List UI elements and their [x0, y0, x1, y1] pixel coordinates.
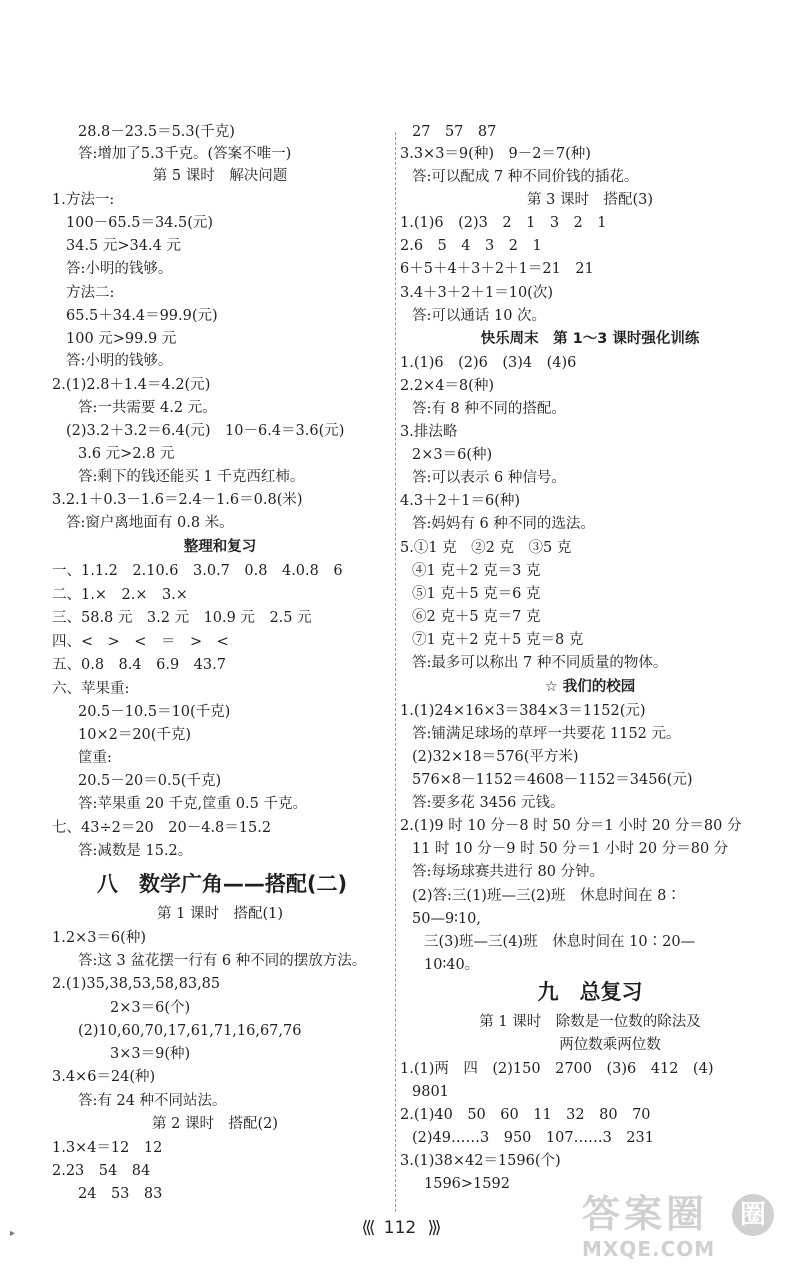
answer-line: 二、1.× 2.× 3.×	[52, 587, 188, 603]
answer-line: 2.2×4＝8(种)	[400, 378, 494, 394]
answer-line: 11 时 10 分－9 时 50 分＝1 小时 20 分＝80 分	[412, 841, 729, 857]
answer-line: 5.①1 克 ②2 克 ③5 克	[400, 540, 572, 556]
answer-line: ④1 克＋2 克＝3 克	[412, 563, 541, 579]
answer-line: 1.(1)6 (2)3 2 1 3 2 1	[400, 215, 607, 231]
answer-line: 100－65.5＝34.5(元)	[66, 215, 214, 231]
answer-line: 34.5 元>34.4 元	[66, 238, 181, 254]
answer-line: 576×8－1152＝4608－1152＝3456(元)	[412, 772, 693, 788]
answer-line: 20.5－20＝0.5(千克)	[78, 773, 222, 789]
answer-line: 10∶40。	[424, 957, 480, 973]
answer-line: 4.3＋2＋1＝6(种)	[400, 493, 521, 509]
page-number-left-ornament: ⟨⟨⟨	[361, 1218, 373, 1238]
answer-line: 答:要多花 3456 元钱。	[412, 795, 565, 811]
answer-line: 3.6 元>2.8 元	[78, 446, 175, 462]
answer-line: 24 53 83	[78, 1186, 163, 1202]
answer-line: (2)3.2＋3.2＝6.4(元) 10－6.4＝3.6(元)	[66, 423, 345, 439]
answer-line: 28.8－23.5＝5.3(千克)	[78, 124, 235, 140]
answer-line: (2)10,60,70,17,61,71,16,67,76	[78, 1023, 302, 1039]
answer-line: 三、58.8 元 3.2 元 10.9 元 2.5 元	[52, 610, 312, 626]
answer-line: (2)答:三(1)班—三(2)班 休息时间在 8∶	[412, 888, 681, 904]
answer-line: 2.(1)35,38,53,58,83,85	[52, 976, 221, 992]
answer-line: 答:可以通话 10 次。	[412, 308, 547, 324]
section-heading: 第 2 课时 搭配(2)	[152, 1116, 278, 1132]
answer-line: 2.(1)9 时 10 分－8 时 50 分＝1 小时 20 分＝80 分	[400, 818, 742, 834]
answer-line: 3.4×6＝24(种)	[52, 1069, 156, 1085]
answer-line: 2×3＝6(种)	[412, 447, 493, 463]
section-heading: 第 1 课时 除数是一位数的除法及	[479, 1014, 701, 1030]
answer-line: 六、苹果重:	[52, 681, 130, 697]
answer-line: 筐重:	[78, 750, 112, 766]
watermark	[582, 1192, 792, 1274]
section-heading: ☆ 我们的校园	[544, 679, 636, 695]
answer-line: 3.(1)38×42＝1596(个)	[400, 1153, 561, 1169]
page-number-right-ornament: ⟩⟩⟩	[427, 1218, 439, 1238]
answer-line: 1.3×4＝12 12	[52, 1140, 163, 1156]
answer-line: 1.2×3＝6(种)	[52, 930, 146, 946]
answer-line: (2)49……3 950 107……3 231	[412, 1130, 654, 1146]
section-heading: 第 1 课时 搭配(1)	[157, 906, 283, 922]
answer-line: 四、< > < ＝ > <	[52, 634, 229, 650]
answer-line: 3.4＋3＋2＋1＝10(次)	[400, 285, 554, 301]
watermark-badge-icon: 圈	[732, 1194, 774, 1236]
answer-line: 七、43÷2＝20 20－4.8＝15.2	[52, 820, 272, 836]
answer-line: 2.(1)40 50 60 11 32 80 70	[400, 1107, 651, 1123]
answer-line: 答:有 24 种不同站法。	[78, 1093, 227, 1109]
answer-line: 方法二:	[66, 285, 115, 301]
answer-line: 答:可以表示 6 种信号。	[412, 470, 566, 486]
answer-line: 答:一共需要 4.2 元。	[78, 400, 217, 416]
section-heading: 第 3 课时 搭配(3)	[527, 192, 653, 208]
chapter-title: 八 数学广角——搭配(二)	[96, 872, 348, 896]
answer-line: 1.(1)两 四 (2)150 2700 (3)6 412 (4)	[400, 1061, 714, 1077]
answer-line: 3.2.1＋0.3－1.6＝2.4－1.6＝0.8(米)	[52, 492, 303, 508]
answer-line: 1.(1)24×16×3＝384×3＝1152(元)	[400, 703, 646, 719]
section-heading: 整理和复习	[183, 539, 257, 555]
answer-line: 3×3＝9(种)	[110, 1046, 191, 1062]
answer-line: 答:妈妈有 6 种不同的选法。	[412, 516, 595, 532]
answer-line: 100 元>99.9 元	[66, 331, 177, 347]
answer-line: 答:有 8 种不同的搭配。	[412, 401, 566, 417]
answer-line: 答:增加了5.3千克。(答案不唯一)	[78, 146, 292, 162]
section-heading: 快乐周末 第 1～3 课时强化训练	[480, 331, 700, 347]
answer-line: 65.5＋34.4＝99.9(元)	[66, 308, 218, 324]
answer-line: 6＋5＋4＋3＋2＋1＝21 21	[400, 261, 594, 277]
answer-line: 五、0.8 8.4 6.9 43.7	[52, 657, 226, 673]
answer-line: 答:小明的钱够。	[66, 261, 173, 277]
answer-line: 50—9∶10,	[412, 911, 482, 927]
column-divider	[395, 132, 396, 1212]
scan-mark: ▸	[10, 1228, 16, 1239]
answer-line: 答:小明的钱够。	[66, 353, 173, 369]
answer-line: 1.(1)6 (2)6 (3)4 (4)6	[400, 355, 577, 371]
section-heading: 两位数乘两位数	[559, 1037, 661, 1053]
section-heading: 第 5 课时 解决问题	[152, 168, 288, 184]
answer-line: 答:可以配成 7 种不同价钱的插花。	[412, 169, 639, 185]
answer-line: 答:减数是 15.2。	[78, 843, 193, 859]
answer-line: 答:剩下的钱还能买 1 千克西红柿。	[78, 469, 305, 485]
answer-line: 2.(1)2.8＋1.4＝4.2(元)	[52, 377, 211, 393]
answer-line: 1596>1592	[424, 1176, 510, 1192]
answer-line: 9801	[412, 1084, 449, 1100]
answer-line: 答:苹果重 20 千克,筐重 0.5 千克。	[78, 796, 307, 812]
answer-line: 答:每场球赛共进行 80 分钟。	[412, 864, 605, 880]
answer-line: 3.排法略	[400, 424, 458, 440]
answer-line: 一、1.1.2 2.10.6 3.0.7 0.8 4.0.8 6	[52, 563, 343, 579]
chapter-title: 九 总复习	[537, 980, 643, 1004]
watermark-logo-text: 答案圈	[582, 1192, 709, 1236]
answer-line: 答:窗户离地面有 0.8 米。	[66, 515, 234, 531]
page-number	[361, 1218, 438, 1238]
answer-line: 答:最多可以称出 7 种不同质量的物体。	[412, 655, 668, 671]
answer-line: (2)32×18＝576(平方米)	[412, 749, 579, 765]
answer-line: 1.方法一:	[52, 192, 115, 208]
answer-line: 2×3＝6(个)	[110, 1000, 191, 1016]
answer-line: 20.5－10.5＝10(千克)	[78, 704, 231, 720]
watermark-url: MXQE.COM	[582, 1237, 716, 1261]
answer-line: 答:铺满足球场的草坪一共要花 1152 元。	[412, 726, 681, 742]
page-number-value: 112	[383, 1218, 417, 1238]
answer-line: 答:这 3 盆花摆一行有 6 种不同的摆放方法。	[78, 953, 367, 969]
answer-line: 27 57 87	[412, 124, 497, 140]
answer-line: ⑦1 克＋2 克＋5 克＝8 克	[412, 632, 584, 648]
answer-line: 10×2＝20(千克)	[78, 727, 192, 743]
answer-line: 三(3)班—三(4)班 休息时间在 10∶20—	[424, 934, 696, 950]
answer-line: 2.23 54 84	[52, 1163, 151, 1179]
answer-line: 3.3×3＝9(种) 9－2＝7(种)	[400, 146, 591, 162]
answer-line: ⑤1 克＋5 克＝6 克	[412, 586, 541, 602]
answer-line: 2.6 5 4 3 2 1	[400, 238, 542, 254]
answer-line: ⑥2 克＋5 克＝7 克	[412, 609, 541, 625]
